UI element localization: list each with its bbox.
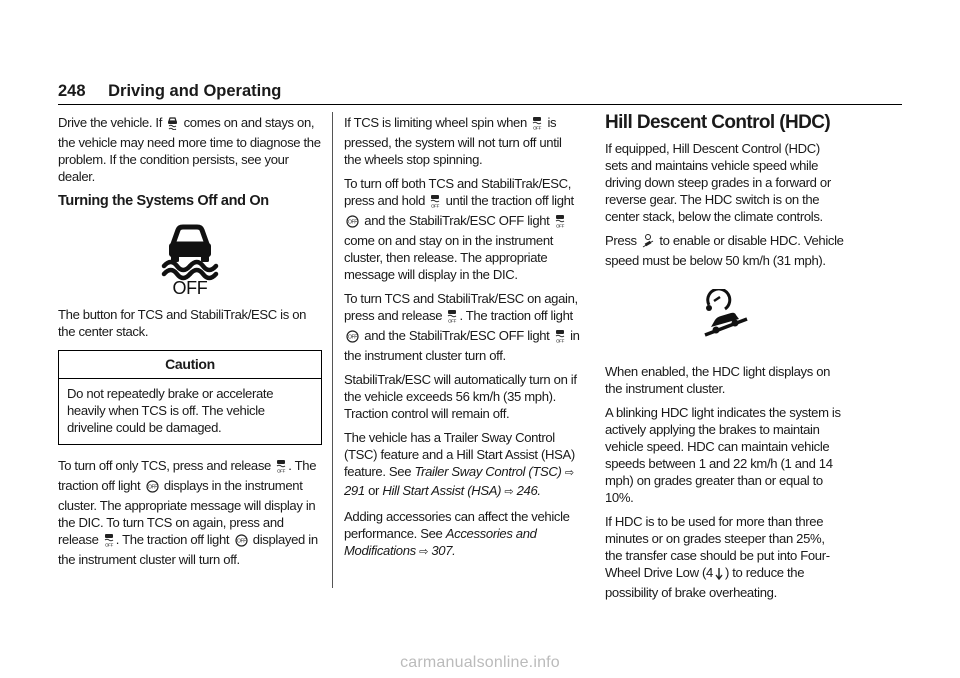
tcs-off-button-icon [276,459,286,477]
traction-warning-icon [167,116,178,134]
column-3 [605,114,845,608]
paragraph: When enabled, the HDC light displays on the instrument cluster. [605,364,831,396]
svg-text:OFF: OFF [431,203,440,208]
four-low-arrow-icon [715,567,723,584]
hdc-light-icon [699,289,751,341]
svg-text:OFF: OFF [147,484,157,491]
svg-text:OFF: OFF [236,538,246,545]
column-2 [344,114,580,568]
tcs-off-button-icon [532,116,542,134]
svg-text:OFF: OFF [555,223,564,228]
tcs-off-button-figure [58,224,322,296]
caution-title: Caution [59,351,321,379]
traction-off-light-icon [346,215,359,232]
traction-off-light-icon [235,534,248,551]
paragraph: To turn TCS and StabiliTrak/ESC on again, press and release OFF . The traction off light OFF and the StabiliTrak/ESC OFF light OFF in the instrument cluster turn off. [344,291,580,363]
tcs-off-button-icon [430,194,440,212]
paragraph: StabiliTrak/ESC will automatically turn on if the vehicle exceeds 56 km/h (35 mph). Traction control will remain off. [344,372,577,421]
header-rule [58,104,902,105]
svg-text:OFF: OFF [533,125,542,130]
esc-off-light-icon [555,214,565,232]
page-ref[interactable]: 291 [344,483,365,498]
page-number: 248 [58,82,86,100]
hdc-icon [642,234,654,252]
page-ref[interactable]: 307. [431,543,456,558]
section-title: Driving and Operating [108,82,282,100]
paragraph: If equipped, Hill Descent Control (HDC) sets and maintains vehicle speed while driving down steep grades in a forward or reverse gear. The HDC switch is on the center stack, below the climate controls. [605,141,831,224]
paragraph: A blinking HDC light indicates the system is actively applying the brakes to maintain vehicle speed. HDC can maintain vehicle speeds between 1 and 22 km/h (1 and 14 mph) on grades greater than or equal to 10%. [605,405,841,505]
paragraph: Press to enable or disable HDC. Vehicle speed must be below 50 km/h (31 mph). [605,233,844,268]
page-arrow-icon: ⇨ [419,546,429,558]
svg-text:OFF: OFF [555,338,564,343]
svg-text:OFF: OFF [348,334,357,341]
paragraph: To turn off only TCS, press and release OFF . The traction off light OFF displays in the instrument cluster. The appropriate message will display in the DIC. To turn TCS on again, press and release OFF . The traction off light OFF displayed in the instrument cluster will turn off. [58,458,318,567]
esc-off-light-icon [555,329,565,347]
svg-text:OFF: OFF [348,219,357,226]
page-arrow-icon: ⇨ [564,467,574,479]
hdc-figure [605,289,845,341]
caution-body: Do not repeatedly brake or accelerate heavily when TCS is off. The vehicle driveline could be damaged. [67,386,274,435]
tcs-off-button-icon [104,533,114,551]
cross-reference-link[interactable]: Hill Start Assist (HSA) [382,483,502,498]
paragraph: The vehicle has a Trailer Sway Control (TSC) feature and a Hill Start Assist (HSA) feature. See Trailer Sway Control (TSC) ⇨ 291 or Hill Start Assist (HSA) ⇨ 246. [344,430,575,498]
traction-off-light-icon [146,480,159,497]
paragraph: Adding accessories can affect the vehicle performance. See Accessories and Modifications ⇨ 307. [344,509,570,558]
paragraph: If TCS is limiting wheel spin when OFF is pressed, the system will not turn off until the wheels stop spinning. [344,115,562,167]
page-arrow-icon: ⇨ [504,486,514,498]
paragraph: If HDC is to be used for more than three minutes or on grades steeper than 25%, the transfer case should be put into Four-Wheel Drive Low (4 ) to reduce the possibility of brake overheating. [605,514,830,600]
section-heading: Hill Descent Control (HDC) [605,112,831,133]
cross-reference-link[interactable]: Accessories and Modifications [344,526,537,558]
paragraph: Drive the vehicle. If comes on and stays on, the vehicle may need more time to diagnose the problem. If the condition persists, see your dealer. [58,115,321,184]
watermark: carmanualsonline.info [400,654,560,671]
caution-box [58,350,322,445]
svg-text:OFF: OFF [172,278,208,296]
page-header [58,82,281,101]
page-ref[interactable]: 246. [516,483,541,498]
traction-off-light-icon [346,330,359,347]
svg-text:OFF: OFF [448,318,457,323]
svg-text:OFF: OFF [104,542,113,547]
subheading: Turning the Systems Off and On [58,193,269,209]
svg-text:OFF: OFF [277,468,286,473]
paragraph: The button for TCS and StabiliTrak/ESC is on the center stack. [58,307,307,339]
tcs-off-icon [159,224,221,296]
column-divider [332,112,333,588]
column-1 [58,114,322,575]
tcs-off-button-icon [447,309,457,327]
cross-reference-link[interactable]: Trailer Sway Control (TSC) [414,464,562,479]
paragraph: To turn off both TCS and StabiliTrak/ESC, press and hold OFF until the traction off light OFF and the StabiliTrak/ESC OFF light OFF come on and stay on in the instrument cluster, then release. The appropriate message will display in the DIC. [344,176,574,282]
